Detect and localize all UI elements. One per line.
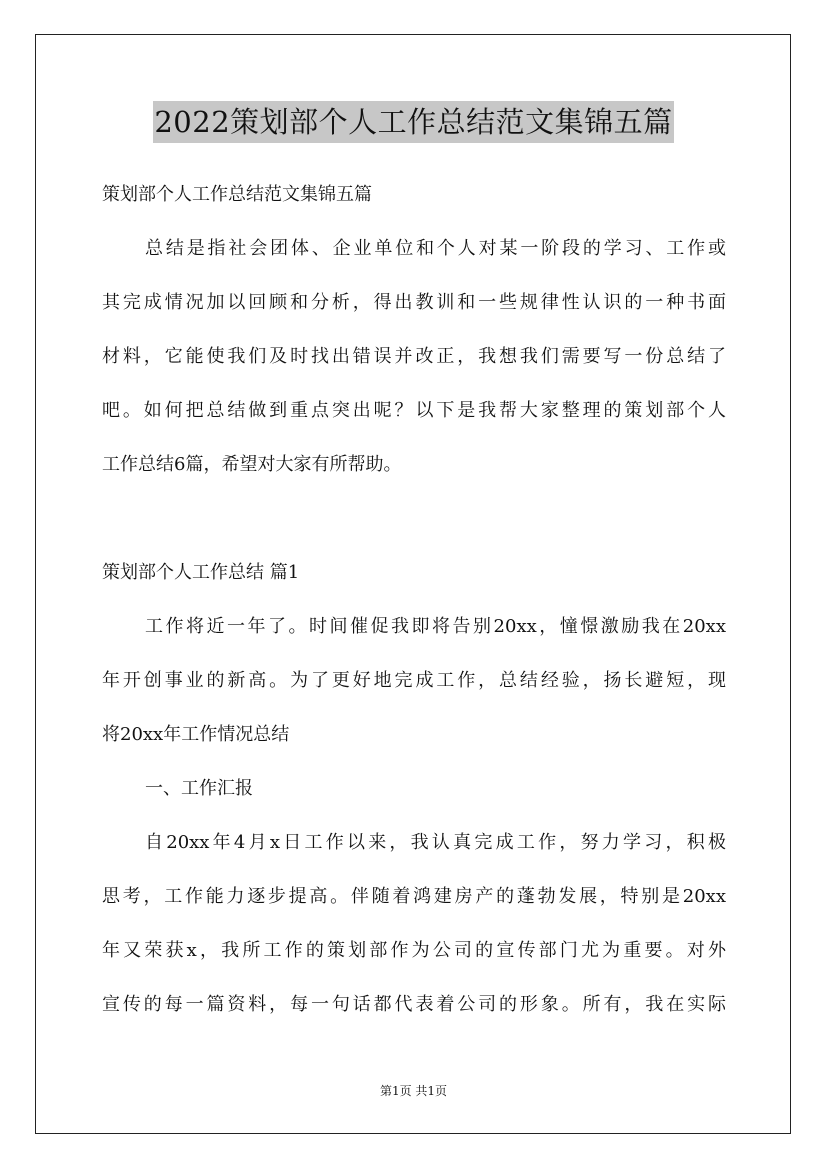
- paragraph-line: 工作将近一年了。时间催促我即将告别20xx，憧憬激励我在20xx: [145, 616, 726, 637]
- paragraph-line: 年开创事业的新高。为了更好地完成工作，总结经验，扬长避短，现: [102, 670, 726, 691]
- intro-line: 吧。如何把总结做到重点突出呢？以下是我帮大家整理的策划部个人: [102, 400, 726, 421]
- section-heading: 策划部个人工作总结 篇1: [102, 562, 300, 583]
- page-footer: 第1页 共1页: [379, 1084, 448, 1098]
- title-wrapper: [0, 101, 827, 143]
- paragraph-line: 宣传的每一篇资料，每一句话都代表着公司的形象。所有，我在实际: [102, 994, 726, 1015]
- paragraph-line: 思考，工作能力逐步提高。伴随着鸿建房产的蓬勃发展，特别是20xx: [102, 886, 726, 907]
- intro-line: 工作总结6篇，希望对大家有所帮助。: [102, 454, 402, 475]
- document-title: 2022策划部个人工作总结范文集锦五篇: [153, 101, 673, 143]
- intro-line: 材料，它能使我们及时找出错误并改正，我想我们需要写一份总结了: [102, 346, 726, 367]
- intro-line: 总结是指社会团体、企业单位和个人对某一阶段的学习、工作或: [145, 238, 726, 259]
- paragraph-line: 将20xx年工作情况总结: [102, 724, 290, 745]
- paragraph-line: 自20xx年4月x日工作以来，我认真完成工作，努力学习，积极: [145, 832, 726, 853]
- document-subtitle: 策划部个人工作总结范文集锦五篇: [102, 184, 372, 205]
- subheading: 一、工作汇报: [145, 778, 253, 799]
- intro-line: 其完成情况加以回顾和分析，得出教训和一些规律性认识的一种书面: [102, 292, 726, 313]
- paragraph-line: 年又荣获x，我所工作的策划部作为公司的宣传部门尤为重要。对外: [102, 940, 726, 961]
